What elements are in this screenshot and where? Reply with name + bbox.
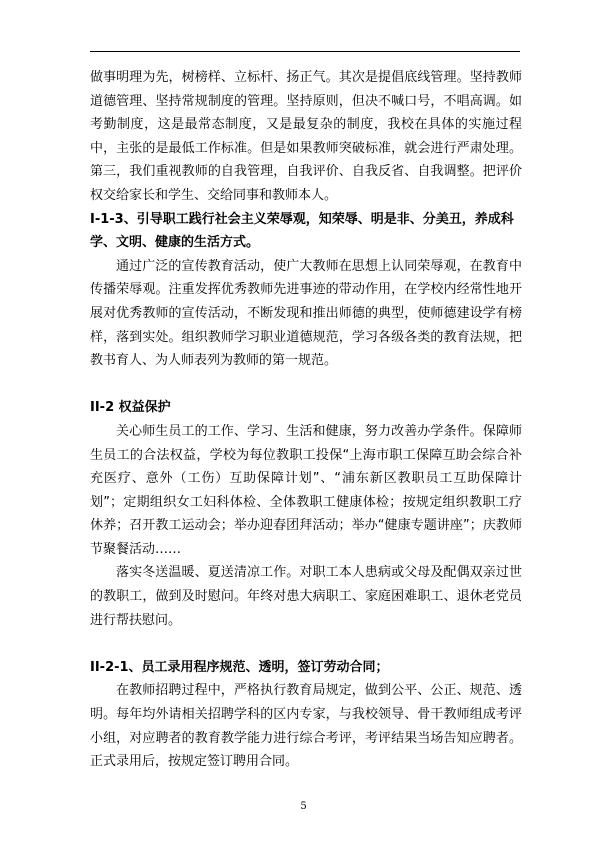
paragraph-recruitment: 在教师招聘过程中，严格执行教育局规定，做到公平、公正、规范、透明。每年均外请相关招聘学科的区内专家，与我校领导、骨干教师组成考评小组，对应聘者的教育教学能力进行综合考评，考评结果当场告知应聘者。正式录用后，按规定签订聘用合同。	[90, 683, 522, 770]
paragraph-gap	[90, 373, 522, 397]
heading-i-1-3: I-1-3、引导职工践行社会主义荣辱观，知荣辱、明是非、分美丑，养成科学、文明、健康的生活方式。	[90, 211, 514, 251]
paragraph-rights-protection: 关心师生员工的工作、学习、生活和健康，努力改善办学条件。保障师生员工的合法权益，学校为每位教职工投保“上海市职工保障互助会综合补充医疗、意外（工伤）互助保障计划”、“浦东新区教职员工互助保障计划”；定期组织女工妇科体检、全体教职工健康体检；按规定组织教职工疗休养；召开教工运动会；举办迎春团拜活动；举办“健康专题讲座”；庆教师节聚餐活动……	[90, 423, 522, 557]
document-body	[90, 66, 522, 774]
heading-ii-2-1: II-2-1、员工录用程序规范、透明，签订劳动合同；	[90, 659, 389, 675]
page-number: 5	[300, 801, 307, 812]
paragraph-management: 做事明理为先，树榜样、立标杆、扬正气。其次是提倡底线管理。坚持教师道德管理、坚持常规制度的管理。坚持原则，但决不喊口号，不唱高调。如考勤制度，这是最常态制度，又是最复杂的制度，我校在具体的实施过程中，主张的是最低工作标准。但是如果教师突破标准，就会进行严肃处理。第三，我们重视教师的自我管理，自我评价、自我反省、自我调整。把评价权交给家长和学生、交给同事和教师本人。	[90, 70, 522, 203]
paragraph-gap	[90, 632, 522, 656]
header-rule	[90, 51, 520, 52]
heading-ii-2: II-2 权益保护	[90, 400, 171, 416]
paragraph-care-visits: 落实冬送温暖、夏送清凉工作。对职工本人患病或父母及配偶双亲过世的教职工，做到及时慰问。年终对患大病职工、家庭困难职工、退休老党员进行帮扶慰问。	[90, 565, 522, 628]
paragraph-honor-education: 通过广泛的宣传教育活动，使广大教师在思想上认同荣辱观，在教育中传播荣辱观。注重发挥优秀教师先进事迹的带动作用，在学校内经常性地开展对优秀教师的宣传活动，不断发现和推出师德的典型，使师德建设学有榜样，落到实处。组织教师学习职业道德规范，学习各级各类的教育法规，把教书育人、为人师表列为教师的第一规范。	[90, 258, 522, 369]
